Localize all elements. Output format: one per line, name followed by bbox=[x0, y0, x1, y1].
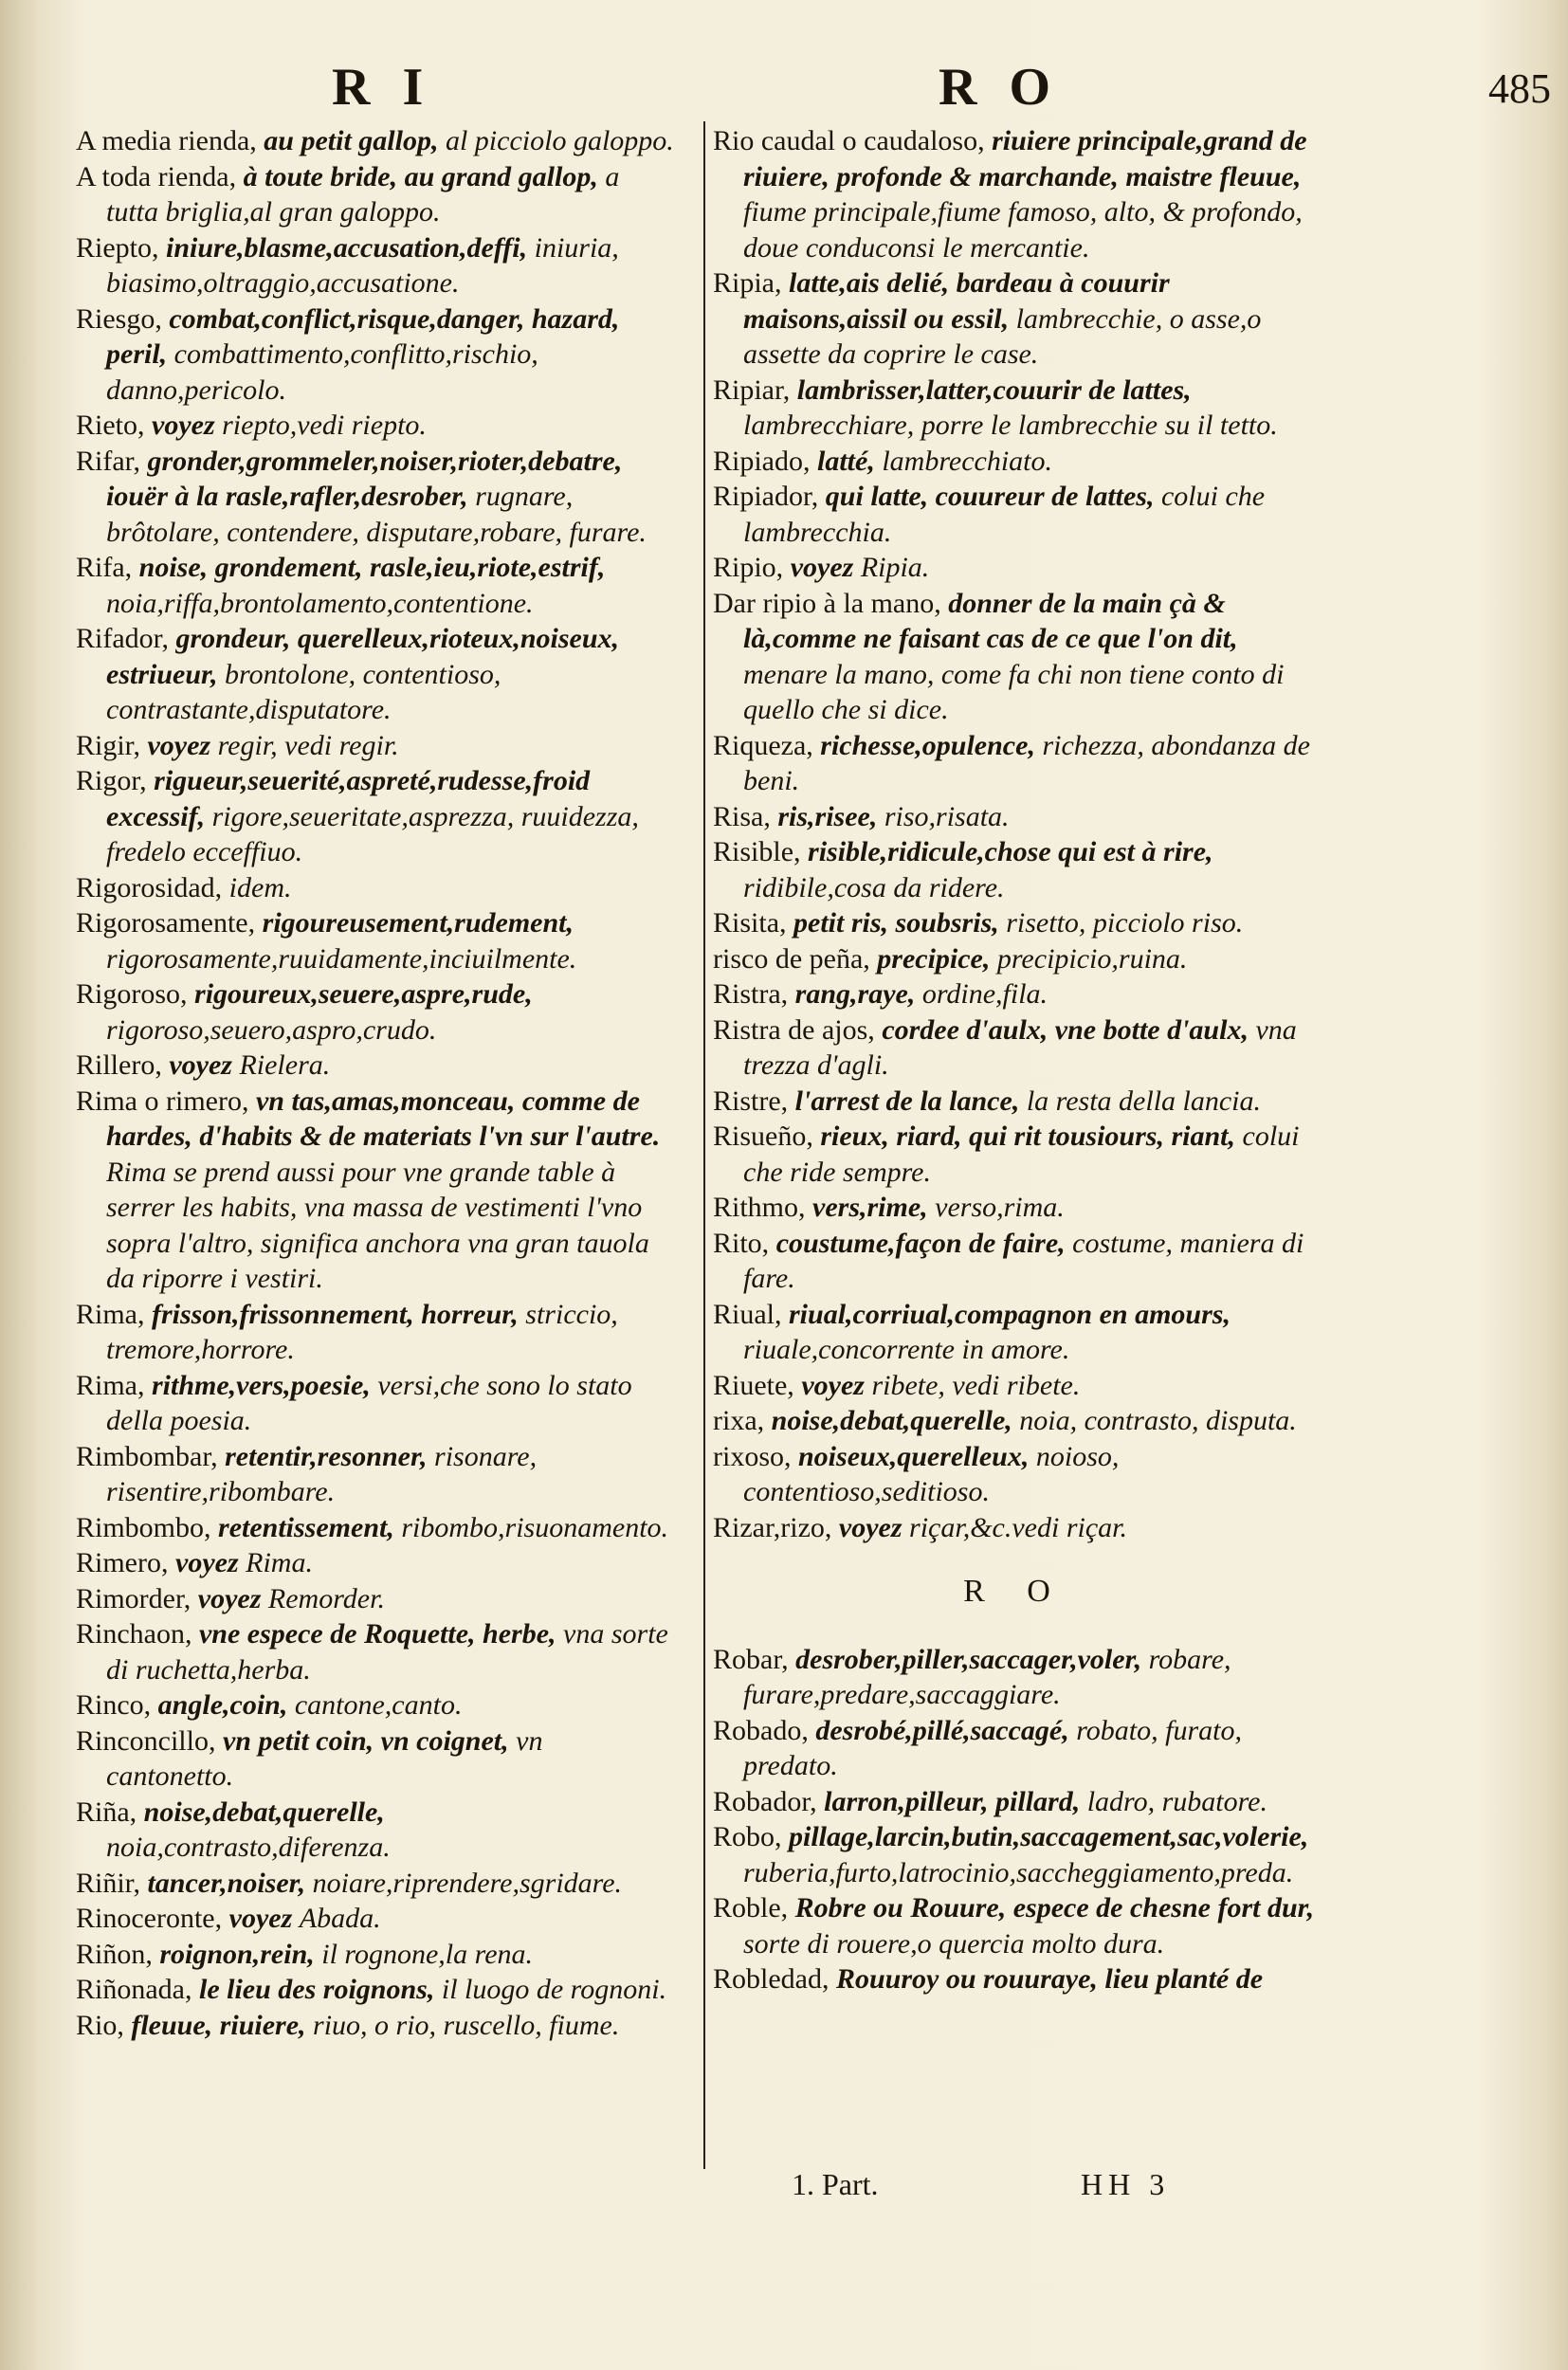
dictionary-entry bbox=[713, 1084, 1318, 1120]
dictionary-entry bbox=[76, 728, 675, 764]
entry-headword: Riual, bbox=[713, 1298, 782, 1330]
entry-headword: risco de peña, bbox=[713, 942, 870, 975]
entry-french: desrober,piller,saccager,voler, bbox=[795, 1643, 1142, 1675]
entry-headword: Rithmo, bbox=[713, 1192, 806, 1223]
dictionary-entry bbox=[713, 586, 1318, 728]
entry-french: richesse,opulence, bbox=[820, 729, 1035, 761]
entry-french: latté, bbox=[817, 445, 875, 477]
entry-french: cordee d'aulx, vne botte d'aulx, bbox=[882, 1013, 1249, 1046]
dictionary-entry bbox=[713, 728, 1318, 799]
entry-french: lambrisser,latter,couurir de lattes, bbox=[796, 374, 1192, 406]
dictionary-entry bbox=[76, 1439, 675, 1510]
dictionary-entry bbox=[713, 1226, 1318, 1297]
entry-italian: lambrecchie, o asse,o assette da coprire le case. bbox=[743, 302, 1262, 370]
entry-italian: a tutta briglia,al gran galoppo. bbox=[106, 160, 620, 228]
entry-french: roignon,rein, bbox=[159, 1938, 315, 1970]
entry-french: noise,debat,querelle, bbox=[143, 1796, 385, 1828]
entry-french: rigueur,seuerité,aspreté,rudesse,froid excessif, bbox=[106, 765, 591, 832]
entry-french: larron,pilleur, pillard, bbox=[824, 1785, 1081, 1817]
entry-headword: Rinoceronte, bbox=[76, 1903, 223, 1934]
dictionary-entry bbox=[713, 1819, 1318, 1890]
entry-headword: A toda rienda, bbox=[76, 160, 237, 192]
entry-italian: rigorosamente,ruuidamente,inciuilmente. bbox=[106, 942, 577, 975]
entry-italian: brontolone, contentioso, contrastante,disputatore. bbox=[106, 658, 501, 725]
dictionary-entry bbox=[76, 123, 675, 159]
dictionary-entry bbox=[713, 1784, 1318, 1820]
entry-french: noise,debat,querelle, bbox=[771, 1405, 1012, 1436]
dictionary-entry bbox=[76, 301, 675, 409]
dictionary-entry bbox=[76, 1581, 675, 1617]
dictionary-entry bbox=[76, 1545, 675, 1581]
entry-headword: Rio, bbox=[76, 2009, 124, 2041]
entry-italian: riuale,concorrente in amore. bbox=[743, 1334, 1070, 1365]
entry-headword: Robar, bbox=[713, 1643, 789, 1675]
entry-italian: noioso, contentioso,seditioso. bbox=[743, 1440, 1120, 1507]
dictionary-entry bbox=[713, 1190, 1318, 1226]
entry-headword: Rimbombo, bbox=[76, 1511, 211, 1543]
entry-headword: Riña, bbox=[76, 1796, 137, 1828]
catchword: HH 3 bbox=[1081, 2167, 1171, 2201]
entry-french: qui latte, couureur de lattes, bbox=[825, 481, 1155, 512]
entry-italian: ribete, vedi ribete. bbox=[871, 1369, 1081, 1401]
dictionary-entry bbox=[76, 1084, 675, 1297]
entry-french: ris,risee, bbox=[777, 800, 878, 832]
entry-headword: Robledad, bbox=[713, 1963, 830, 1995]
entry-headword: Riepto, bbox=[76, 231, 159, 264]
dictionary-entry bbox=[76, 905, 675, 976]
dictionary-entry bbox=[76, 1901, 675, 1937]
entry-italian: vna sorte di ruchetta,herba. bbox=[106, 1618, 668, 1686]
entry-french: coustume,façon de faire, bbox=[775, 1227, 1066, 1259]
entry-italian: al picciolo galoppo. bbox=[445, 125, 674, 156]
section-heading: R O bbox=[963, 1574, 1067, 1609]
entry-italian: Rielera. bbox=[239, 1049, 331, 1081]
entry-italian: rigore,seueritate,asprezza, ruuidezza, fredelo ecceffiuo. bbox=[106, 800, 639, 867]
entry-french: retentir,resonner, bbox=[225, 1440, 428, 1472]
entry-italian: lambrecchiato. bbox=[882, 445, 1053, 477]
entry-french: desrobé,pillé,saccagé, bbox=[815, 1714, 1069, 1746]
left-column bbox=[76, 123, 675, 2043]
entry-french: precipice, bbox=[877, 942, 991, 975]
entry-headword: Rigor, bbox=[76, 765, 147, 796]
entry-italian: lambrecchiare, porre le lambrecchie su il tetto. bbox=[743, 410, 1278, 441]
entry-headword: Riñonada, bbox=[76, 1974, 192, 2005]
dictionary-entry bbox=[76, 1297, 675, 1368]
dictionary-entry bbox=[76, 2008, 675, 2044]
page-number: 485 bbox=[1488, 65, 1551, 112]
entry-headword: Rima, bbox=[76, 1298, 145, 1330]
entry-italian: versi,che sono lo stato della poesia. bbox=[106, 1369, 632, 1436]
entry-headword: Dar ripio à la mano, bbox=[713, 587, 941, 619]
entry-italian: Rima se prend aussi pour vne grande table à serrer les habits, vna massa de vestimenti l'vno sopra l'altro, significa anchora vna gran tauola da riporre i vestiri. bbox=[106, 1156, 649, 1294]
entry-french: vn tas,amas,monceau, comme de hardes, d'habits & de materiats l'vn sur l'autre. bbox=[106, 1085, 661, 1152]
entry-french: rithme,vers,poesie, bbox=[152, 1369, 371, 1401]
entry-french: voyez bbox=[152, 410, 215, 441]
entry-italian: Rima. bbox=[246, 1547, 313, 1578]
entry-headword: Ripiado, bbox=[713, 445, 811, 477]
entry-headword: Rieto, bbox=[76, 410, 145, 441]
entry-headword: Rima, bbox=[76, 1369, 145, 1401]
dictionary-entry bbox=[76, 1723, 675, 1795]
entry-headword: Risible, bbox=[713, 836, 801, 867]
entry-italian: costume, maniera di fare. bbox=[743, 1227, 1304, 1294]
entry-italian: riepto,vedi riepto. bbox=[222, 410, 427, 441]
dictionary-entry bbox=[76, 550, 675, 621]
entry-french: gronder,grommeler,noiser,rioter,debatre, iouër à la rasle,rafler,desrober, bbox=[106, 445, 623, 512]
entry-headword: Rimero, bbox=[76, 1547, 169, 1578]
entry-headword: Rimbombar, bbox=[76, 1440, 218, 1472]
entry-french: tancer,noiser, bbox=[147, 1867, 306, 1899]
entry-italian: la resta della lancia. bbox=[1026, 1085, 1262, 1117]
entry-headword: Rillero, bbox=[76, 1049, 162, 1081]
entry-italian: ladro, rubatore. bbox=[1086, 1785, 1267, 1817]
dictionary-entry bbox=[713, 1012, 1318, 1084]
dictionary-entry bbox=[76, 1687, 675, 1723]
dictionary-entry bbox=[76, 1795, 675, 1866]
entry-french: frisson,frissonnement, horreur, bbox=[152, 1298, 519, 1330]
entry-italian: verso,rima. bbox=[935, 1192, 1065, 1223]
entry-headword: Rigir, bbox=[76, 729, 140, 761]
entry-headword: Rizar,rizo, bbox=[713, 1511, 832, 1543]
entry-headword: Rio caudal o caudaloso, bbox=[713, 125, 985, 156]
entry-french: voyez bbox=[169, 1049, 232, 1081]
entry-headword: Ripia, bbox=[713, 267, 782, 299]
dictionary-entry bbox=[76, 1972, 675, 2008]
dictionary-entry bbox=[76, 1510, 675, 1546]
entry-headword: Riñir, bbox=[76, 1867, 140, 1899]
right-column-ri-entries bbox=[713, 123, 1318, 1545]
entry-headword: Ripio, bbox=[713, 552, 784, 583]
dictionary-entry bbox=[713, 1510, 1318, 1546]
entry-headword: Rifar, bbox=[76, 445, 140, 477]
dictionary-entry bbox=[713, 1642, 1318, 1713]
entry-headword: Rigorosamente, bbox=[76, 907, 256, 939]
entry-french: donner de la main çà & là,comme ne faisant cas de ce que l'on dit, bbox=[743, 587, 1238, 654]
entry-french: l'arrest de la lance, bbox=[794, 1085, 1020, 1117]
dictionary-entry bbox=[76, 621, 675, 728]
dictionary-entry bbox=[713, 1368, 1318, 1404]
entry-italian: fiume principale,fiume famoso, alto, & profondo, doue conduconsi le mercantie. bbox=[743, 196, 1303, 264]
entry-italian: menare la mano, come fa chi non tiene conto di quello che si dice. bbox=[743, 658, 1285, 725]
dictionary-entry bbox=[76, 444, 675, 551]
entry-italian: noia,contrasto,diferenza. bbox=[106, 1832, 391, 1863]
dictionary-entry bbox=[76, 976, 675, 1048]
entry-french: petit ris, soubsris, bbox=[793, 907, 999, 939]
dictionary-entry bbox=[713, 905, 1318, 941]
entry-headword: Rifa, bbox=[76, 552, 133, 583]
dictionary-entry bbox=[76, 1866, 675, 1902]
entry-italian: richezza, abondanza de beni. bbox=[743, 729, 1310, 796]
entry-italian: noia,riffa,brontolamento,contentione. bbox=[106, 587, 534, 619]
entry-italian: colui che ride sempre. bbox=[743, 1121, 1300, 1188]
entry-italian: robare, furare,predare,saccaggiare. bbox=[743, 1643, 1231, 1710]
entry-italian: Ripia. bbox=[860, 552, 930, 583]
dictionary-entry bbox=[713, 550, 1318, 586]
dictionary-entry bbox=[713, 1297, 1318, 1368]
entry-headword: Rinco, bbox=[76, 1689, 152, 1721]
dictionary-entry bbox=[713, 1403, 1318, 1439]
entry-french: voyez bbox=[801, 1369, 865, 1401]
entry-headword: Rifador, bbox=[76, 623, 169, 654]
entry-italian: colui che lambrecchia. bbox=[743, 481, 1266, 548]
entry-headword: Riñon, bbox=[76, 1938, 153, 1970]
entry-italian: rigoroso,seuero,aspro,crudo. bbox=[106, 1013, 437, 1046]
left-running-head: R I bbox=[332, 58, 433, 117]
signature-mark: 1. Part. bbox=[792, 2167, 879, 2201]
entry-french: riuiere principale,grand de riuiere, profonde & marchande, maistre fleuue, bbox=[743, 125, 1307, 192]
entry-french: Robre ou Rouure, espece de chesne fort dur, bbox=[794, 1892, 1315, 1923]
entry-french: voyez bbox=[175, 1547, 239, 1578]
entry-italian: vna trezza d'agli. bbox=[743, 1013, 1297, 1081]
entry-headword: Risueño, bbox=[713, 1121, 813, 1152]
entry-italian: riçar,&c.vedi riçar. bbox=[909, 1511, 1127, 1543]
dictionary-entry bbox=[713, 479, 1318, 550]
entry-headword: Rigorosidad, bbox=[76, 871, 223, 903]
entry-french: voyez bbox=[147, 729, 211, 761]
entry-french: vers,rime, bbox=[812, 1192, 928, 1223]
entry-italian: riuo, o rio, ruscello, fiume. bbox=[313, 2009, 620, 2041]
right-running-head: R O bbox=[939, 58, 1060, 117]
entry-headword: Robado, bbox=[713, 1714, 809, 1746]
entry-french: pillage,larcin,butin,saccagement,sac,volerie, bbox=[789, 1821, 1309, 1852]
dictionary-entry bbox=[713, 1119, 1318, 1190]
entry-headword: rixa, bbox=[713, 1405, 765, 1436]
dictionary-entry bbox=[76, 870, 675, 906]
entry-headword: Robador, bbox=[713, 1785, 817, 1817]
entry-french: rigoureux,seuere,aspre,rude, bbox=[194, 978, 533, 1010]
entry-italian: risonare, risentire,ribombare. bbox=[106, 1440, 538, 1507]
dictionary-entry bbox=[713, 834, 1318, 905]
entry-headword: Rimorder, bbox=[76, 1582, 191, 1614]
entry-french: noise, grondement, rasle,ieu,riote,estrif, bbox=[138, 552, 606, 583]
entry-french: angle,coin, bbox=[157, 1689, 288, 1721]
entry-italian: vn cantonetto. bbox=[106, 1724, 543, 1792]
entry-french: retentissement, bbox=[218, 1511, 394, 1543]
dictionary-entry bbox=[713, 1890, 1318, 1961]
dictionary-entry bbox=[76, 1048, 675, 1084]
entry-french: voyez bbox=[228, 1903, 293, 1934]
entry-french: vne espece de Roquette, herbe, bbox=[198, 1618, 556, 1650]
entry-italian: riso,risata. bbox=[884, 800, 1010, 832]
entry-headword: Robo, bbox=[713, 1821, 782, 1852]
entry-headword: Rito, bbox=[713, 1227, 770, 1259]
entry-headword: Ripiar, bbox=[713, 374, 791, 406]
entry-italian: robato, furato, predato. bbox=[743, 1714, 1242, 1781]
entry-italian: il rognone,la rena. bbox=[321, 1938, 534, 1970]
entry-italian: regir, vedi regir. bbox=[217, 729, 399, 761]
dictionary-entry bbox=[713, 976, 1318, 1012]
page-footer bbox=[0, 2167, 1568, 2209]
entry-french: le lieu des roignons, bbox=[198, 1974, 435, 2005]
entry-italian: idem. bbox=[228, 871, 292, 903]
dictionary-entry bbox=[76, 230, 675, 301]
entry-italian: risetto, picciolo riso. bbox=[1006, 907, 1244, 939]
entry-french: rigoureusement,rudement, bbox=[262, 907, 574, 939]
entry-french: latte,ais delié, bardeau à couurir maisons,aissil ou essil, bbox=[743, 267, 1170, 335]
entry-italian: combattimento,conflitto,rischio, danno,pericolo. bbox=[106, 338, 538, 406]
entry-headword: Riesgo, bbox=[76, 302, 162, 335]
entry-italian: precipicio,ruina. bbox=[996, 942, 1188, 975]
right-column-ro-entries bbox=[713, 1642, 1318, 1997]
dictionary-entry bbox=[713, 1713, 1318, 1784]
dictionary-entry bbox=[76, 1616, 675, 1687]
dictionary-entry bbox=[713, 123, 1318, 265]
entry-french: risible,ridicule,chose qui est à rire, bbox=[808, 836, 1213, 867]
entry-french: vn petit coin, vn coignet, bbox=[222, 1724, 509, 1757]
entry-italian: ridibile,cosa da ridere. bbox=[743, 871, 1005, 903]
entry-italian: ordine,fila. bbox=[921, 978, 1048, 1010]
entry-headword: Ristre, bbox=[713, 1085, 789, 1117]
entry-headword: Riuete, bbox=[713, 1369, 794, 1401]
entry-french: à toute bride, au grand gallop, bbox=[243, 160, 598, 192]
entry-italian: il luogo de rognoni. bbox=[441, 1974, 667, 2005]
entry-headword: Rigoroso, bbox=[76, 978, 188, 1010]
entry-french: riual,corriual,compagnon en amours, bbox=[789, 1298, 1231, 1330]
entry-italian: cantone,canto. bbox=[294, 1689, 463, 1721]
dictionary-entry bbox=[713, 373, 1318, 444]
dictionary-entry bbox=[76, 1937, 675, 1973]
entry-french: combat,conflict,risque,danger, hazard, peril, bbox=[106, 302, 620, 370]
dictionary-entry bbox=[713, 1961, 1318, 1997]
dictionary-entry bbox=[713, 265, 1318, 373]
entry-french: iniure,blasme,accusation,deffi, bbox=[166, 231, 528, 264]
entry-french: Rouuroy ou rouuraye, lieu planté de bbox=[835, 1963, 1264, 1995]
entry-french: voyez bbox=[790, 552, 854, 583]
entry-italian: noiare,riprendere,sgridare. bbox=[312, 1867, 623, 1899]
entry-italian: ruberia,furto,latrocinio,saccheggiamento,preda. bbox=[743, 1856, 1294, 1888]
entry-headword: Ripiador, bbox=[713, 481, 819, 512]
dictionary-entry bbox=[76, 1368, 675, 1439]
entry-headword: Risa, bbox=[713, 800, 771, 832]
entry-french: fleuue, riuiere, bbox=[131, 2009, 306, 2041]
entry-headword: Ristra de ajos, bbox=[713, 1013, 875, 1046]
entry-french: rieux, riard, qui rit tousiours, riant, bbox=[820, 1121, 1235, 1152]
entry-italian: Remorder. bbox=[267, 1582, 385, 1614]
dictionary-entry bbox=[713, 1439, 1318, 1510]
entry-italian: striccio, tremore,horrore. bbox=[106, 1298, 618, 1365]
dictionary-entry bbox=[76, 763, 675, 870]
entry-italian: sorte di rouere,o quercia molto dura. bbox=[743, 1927, 1165, 1960]
entry-french: voyez bbox=[197, 1582, 262, 1614]
dictionary-entry bbox=[713, 444, 1318, 480]
column-divider bbox=[703, 121, 705, 2169]
entry-headword: A media rienda, bbox=[76, 125, 257, 156]
entry-italian: ribombo,risuonamento. bbox=[401, 1511, 669, 1543]
entry-italian: iniuria, biasimo,oltraggio,accusatione. bbox=[106, 231, 619, 299]
entry-italian: Abada. bbox=[299, 1903, 381, 1934]
entry-headword: Rinchaon, bbox=[76, 1618, 192, 1650]
dictionary-entry bbox=[76, 408, 675, 444]
running-header bbox=[0, 57, 1568, 123]
entry-french: au petit gallop, bbox=[264, 125, 439, 156]
entry-french: rang,raye, bbox=[794, 978, 916, 1010]
entry-headword: Riqueza, bbox=[713, 729, 813, 761]
entry-headword: Rinconcillo, bbox=[76, 1724, 216, 1757]
right-column bbox=[713, 123, 1318, 1997]
entry-french: noiseux,querelleux, bbox=[798, 1440, 1030, 1472]
entry-italian: rugnare, brôtolare, contendere, disputare,robare, furare. bbox=[106, 481, 647, 548]
entry-headword: rixoso, bbox=[713, 1440, 792, 1472]
entry-headword: Roble, bbox=[713, 1892, 789, 1923]
entry-french: voyez bbox=[838, 1511, 903, 1543]
entry-headword: Rima o rimero, bbox=[76, 1085, 249, 1117]
entry-headword: Ristra, bbox=[713, 978, 789, 1010]
entry-headword: Risita, bbox=[713, 907, 787, 939]
dictionary-entry bbox=[76, 159, 675, 230]
entry-french: grondeur, querelleux,rioteux,noiseux, estriueur, bbox=[106, 623, 620, 690]
entry-italian: noia, contrasto, disputa. bbox=[1019, 1405, 1297, 1436]
dictionary-entry bbox=[713, 799, 1318, 835]
dictionary-entry bbox=[713, 941, 1318, 977]
